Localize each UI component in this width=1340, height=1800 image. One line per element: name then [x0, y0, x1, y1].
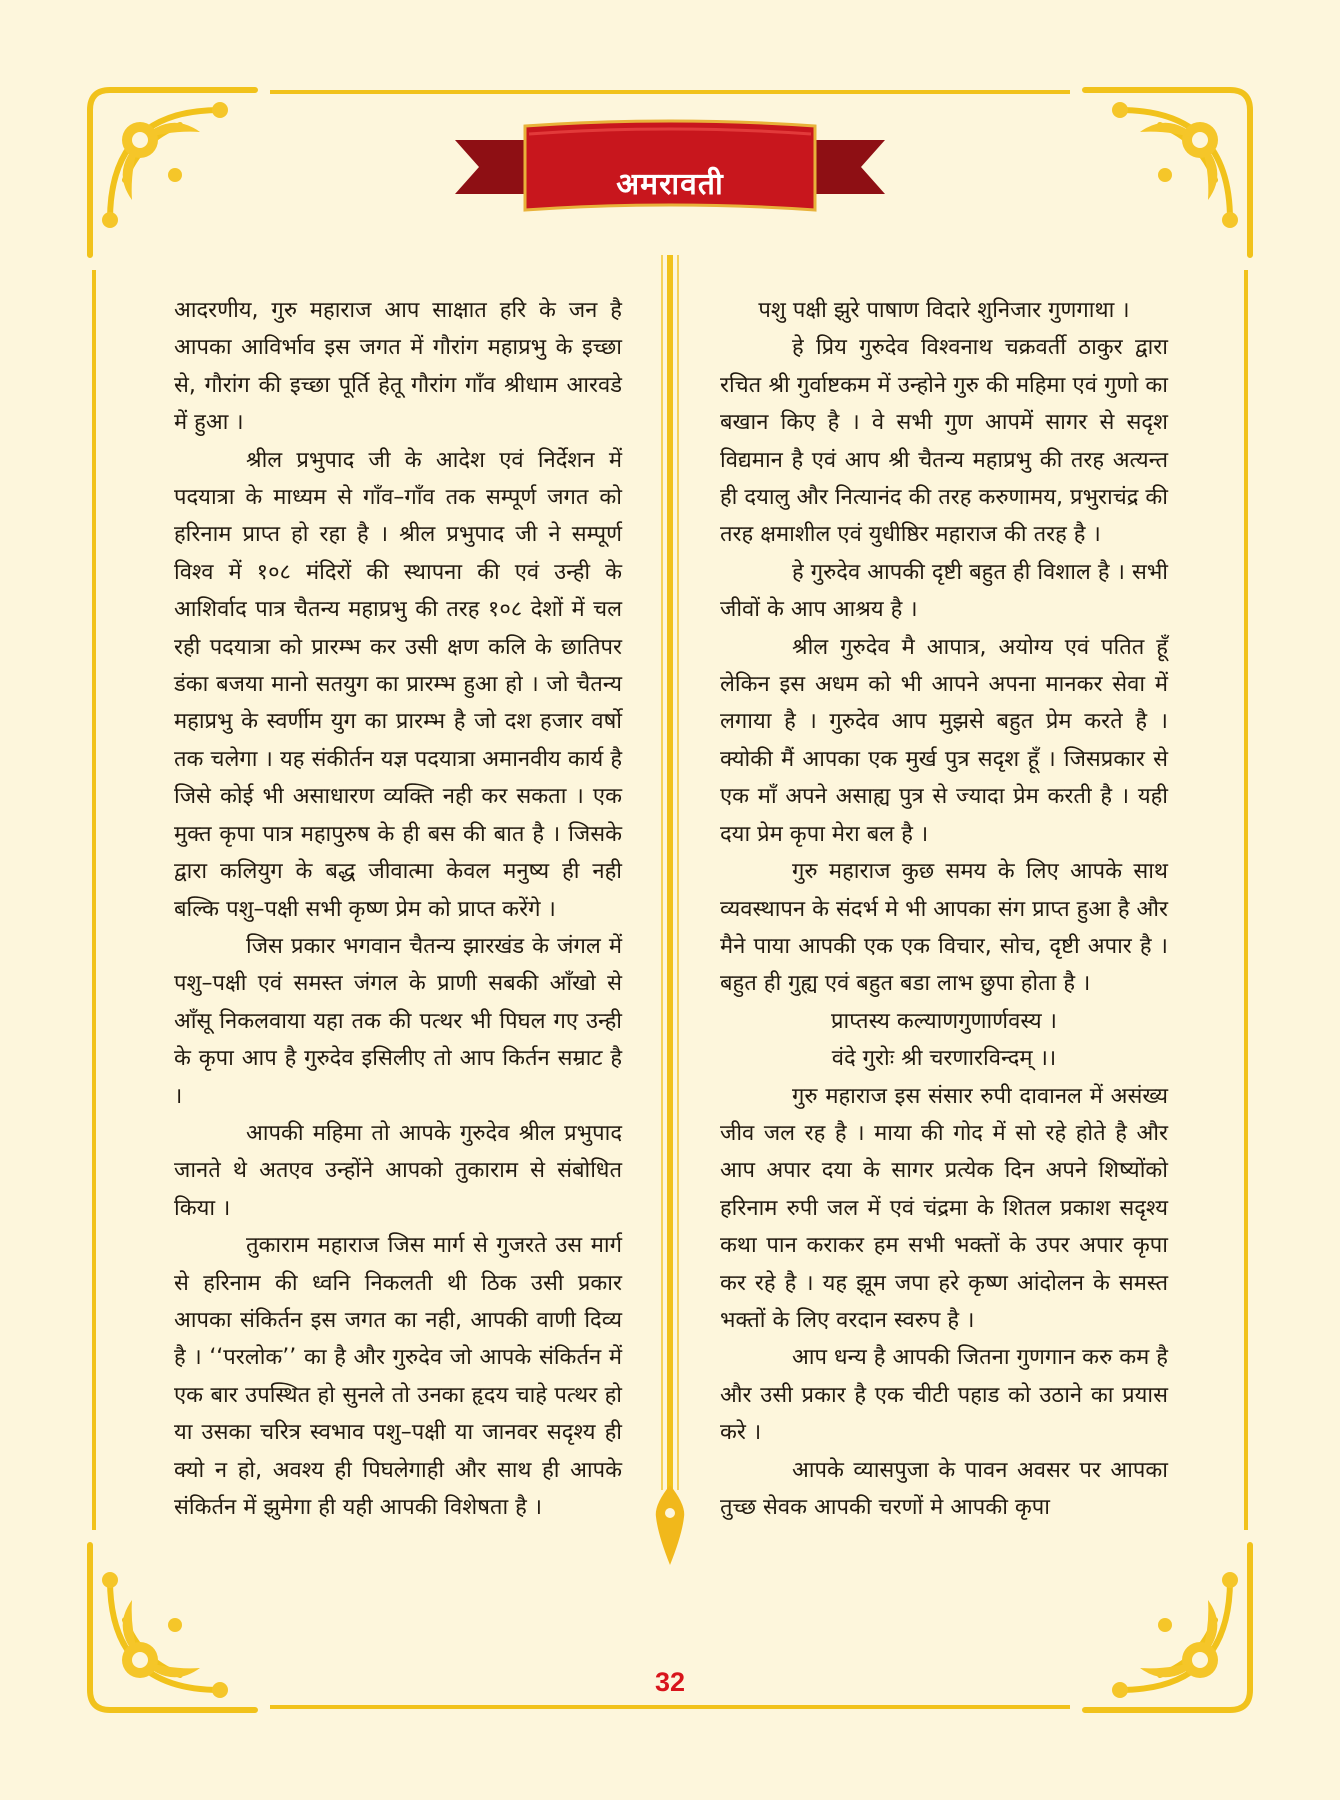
frame-right-line [1244, 270, 1248, 1530]
floral-corner-ornament-icon [1080, 1540, 1270, 1730]
verse-line: वंदे गुरोः श्री चरणारविन्दम् ।। [831, 1046, 1057, 1072]
left-text-column [174, 292, 622, 1526]
frame-left-line [92, 270, 96, 1530]
paragraph: श्रील प्रभुपाद जी के आदेश एवं निर्देशन में पदयात्रा के माध्यम से गाँव–गाँव तक सम्पूर्ण जगत को हरिनाम प्राप्त हो रहा है । श्रील प्रभुपाद जी ने सम्पूर्ण विश्व में १०८ मंदिरों की स्थापना की एवं उन्ही के आशिर्वाद पात्र चैतन्य महाप्रभु की तरह १०८ देशों में चल रही पदयात्रा को प्रारम्भ कर उसी क्षण कलि के छातिपर डंका बजया मानो सतयुग का प्रारम्भ हुआ हो । जो चैतन्य महाप्रभु के स्वर्णीम युग का प्रारम्भ है जो दश हजार वर्षो तक चलेगा । यह संकीर्तन यज्ञ पदयात्रा अमानवीय कार्य है जिसे कोई भी असाधारण व्यक्ति नही कर सकता । एक मुक्त कृपा पात्र महापुरुष के ही बस की बात है । जिसके द्वारा कलियुग के बद्ध जीवात्मा केवल मनुष्य ही नही बल्कि पशु–पक्षी सभी कृष्ण प्रेम को प्राप्त करेंगे । [174, 447, 622, 922]
paragraph: आप धन्य है आपकी जितना गुणगान करु कम है और उसी प्रकार है एक चीटी पहाड को उठाने का प्रयास करे । [720, 1345, 1168, 1446]
frame-bottom-line [270, 1705, 1070, 1709]
paragraph: हे गुरुदेव आपकी दृष्टी बहुत ही विशाल है । सभी जीवों के आप आश्रय है । [720, 559, 1168, 623]
paragraph: जिस प्रकार भगवान चैतन्य झारखंड के जंगल में पशु–पक्षी एवं समस्त जंगल के प्राणी सबकी आँखो से आँसू निकलवाया यहा तक की पत्थर भी पिघल गए उन्ही के कृपा आप है गुरुदेव इसिलीए तो आप किर्तन सम्राट है । [174, 933, 622, 1109]
floral-corner-ornament-icon [70, 70, 260, 260]
paragraph: आदरणीय, गुरु महाराज आप साक्षात हरि के जन है आपका आविर्भाव इस जगत में गौरांग महाप्रभु के इच्छा से, गौरांग की इच्छा पूर्ति हेतू गौरांग गाँव श्रीधाम आरवडे में हुआ । [174, 298, 622, 436]
right-text-column [720, 292, 1168, 1526]
verse-line: प्राप्तस्य कल्याणगुणार्णवस्य । [831, 1008, 1057, 1034]
floral-corner-ornament-icon [1080, 70, 1270, 260]
page-title: अमरावती [616, 167, 724, 202]
paragraph: आपके व्यासपुजा के पावन अवसर पर आपका तुच्छ सेवक आपकी चरणों मे आपकी कृपा [720, 1457, 1168, 1520]
frame-top-line [270, 90, 1070, 94]
paragraph: हे प्रिय गुरुदेव विश्वनाथ चक्रवर्ती ठाकुर द्वारा रचित श्री गुर्वाष्टकम में उन्होने गुरु की महिमा एवं गुणो का बखान किए है । वे सभी गुण आपमें सागर से सदृश विद्यमान है एवं आप श्री चैतन्य महाप्रभु की तरह अत्यन्त ही दयालु और नित्यानंद की तरह करुणामय, प्रभुराचंद्र की तरह क्षमाशील एवं युधीष्ठिर महाराज की तरह है । [720, 335, 1168, 548]
floral-corner-ornament-icon [70, 1540, 260, 1730]
paragraph: तुकाराम महाराज जिस मार्ग से गुजरते उस मार्ग से हरिनाम की ध्वनि निकलती थी ठिक उसी प्रकार आपका संकिर्तन इस जगत का नही, आपकी वाणी दिव्य है । ‘‘परलोक’’ का है और गुरुदेव जो आपके संकिर्तन में एक बार उपस्थित हो सुनले तो उनका हृदय चाहे पत्थर हो या उसका चरित्र स्वभाव पशु–पक्षी या जानवर सदृश्य ही क्यो न हो, अवश्य ही पिघलेगाही और साथ ही आपके संकिर्तन में झुमेगा ही यही आपकी विशेषता है । [174, 1233, 622, 1520]
vertical-column-divider-icon [644, 255, 696, 1595]
paragraph: श्रील गुरुदेव मै आपात्र, अयोग्य एवं पतित हूँ लेकिन इस अधम को भी आपने अपना मानकर सेवा में लगाया है । गुरुदेव आप मुझसे बहुत प्रेम करते है । क्योकी मैं आपका एक मुर्ख पुत्र सदृश हूँ । जिसप्रकार से एक माँ अपने असाह्य पुत्र से ज्यादा प्रेम करती है । यही दया प्रेम कृपा मेरा बल है । [720, 634, 1168, 847]
paragraph: आपकी महिमा तो आपके गुरुदेव श्रील प्रभुपाद जानते थे अतएव उन्होंने आपको तुकाराम से संबोधित किया । [174, 1120, 622, 1221]
page-number: 32 [654, 1667, 686, 1697]
paragraph: गुरु महाराज कुछ समय के लिए आपके साथ व्यवस्थापन के संदर्भ मे भी आपका संग प्राप्त हुआ है और मैने पाया आपकी एक एक विचार, सोच, दृष्टी अपार है । बहुत ही गुह्य एवं बहुत बडा लाभ छुपा होता है । [720, 859, 1168, 997]
verse-line: पशु पक्षी झुरे पाषाण विदारे शुनिजार गुणगाथा । [758, 298, 1130, 323]
paragraph: गुरु महाराज इस संसार रुपी दावानल में असंख्य जीव जल रह है । माया की गोद में सो रहे होते है और आप अपार दया के सागर प्रत्येक दिन अपने शिष्योंको हरिनाम रुपी जल में एवं चंद्रमा के शितल प्रकाश सदृश्य कथा पान कराकर हम सभी भक्तों के उपर अपार कृपा कर रहे है । यह झूम जपा हरे कृष्ण आंदोलन के समस्त भक्तों के लिए वरदान स्वरुप है । [720, 1083, 1168, 1333]
